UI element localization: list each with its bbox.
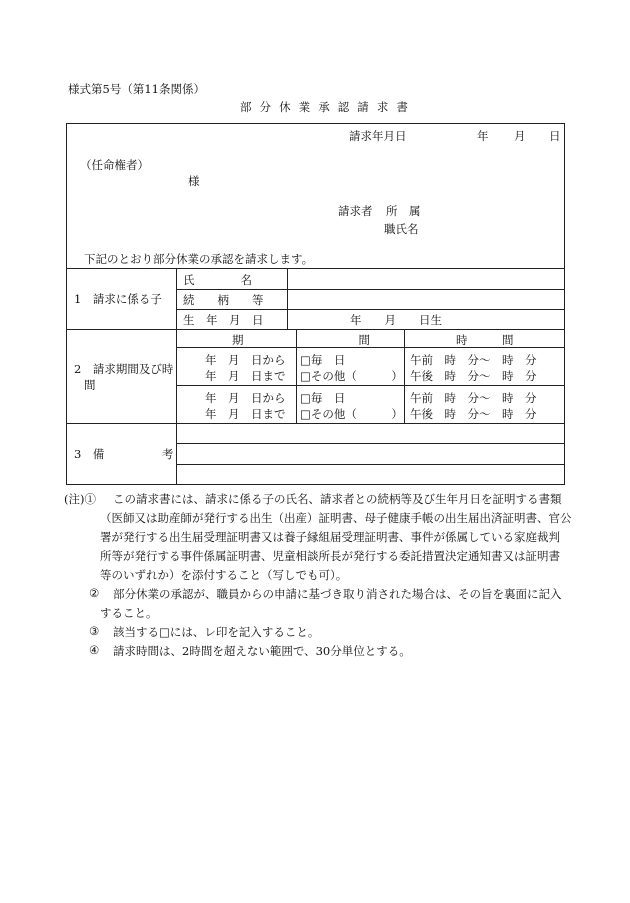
note-2-line-1: 部分休業の承認が、職員からの申請に基づき取り消された場合は、その旨を裏面に記入	[113, 587, 562, 601]
child-birth-value: 年 月 日生	[350, 313, 442, 327]
page-title: 部分休業承認請求書	[240, 100, 416, 114]
request-date-label: 請求年月日	[349, 129, 407, 143]
note-3-mark: ③	[89, 624, 100, 638]
request-date-day: 日	[549, 129, 561, 143]
note-1-line-3: 署が発行する出生届受理証明書又は養子縁組届受理証明書、事件が係属している家庭裁判	[100, 530, 560, 544]
note-1-line-4: 所等が発行する事件係属証明書、児童相談所長が発行する委託措置決定通知書又は証明書	[100, 549, 560, 563]
note-2-mark: ②	[89, 586, 100, 600]
note-2-line-2: すること。	[100, 606, 158, 620]
form-number: 様式第5号（第11条関係）	[68, 82, 205, 96]
pm-time: 午後 時 分～ 時 分	[410, 407, 537, 421]
child-relation-label: 続 柄 等	[183, 293, 264, 307]
appointer-label: （任命権者）	[80, 158, 149, 172]
section1-label: 1 請求に係る子	[74, 292, 162, 306]
note-1-line-2: （医師又は助産師が発行する出生（出産）証明書、母子健康手帳の出生届出済証明書、官公	[100, 511, 572, 525]
child-name-label: 氏 名	[183, 273, 252, 287]
note-3-line-1: 該当する□には、レ印を記入すること。	[113, 625, 320, 639]
section3-label: 3 備 考	[74, 447, 174, 461]
note-1-line-1: この請求書には、請求に係る子の氏名、請求者との続柄等及び生年月日を証明する書類	[113, 492, 562, 506]
other-checkbox[interactable]: □その他（ ）	[300, 369, 403, 383]
section2-label: 2 請求期間及び時	[74, 362, 174, 376]
requester-label: 請求者	[338, 204, 373, 218]
time-header: 時 間	[456, 333, 514, 347]
section2-label-cont: 間	[84, 378, 96, 392]
note-4-mark: ④	[89, 643, 100, 657]
period-to: 年 月 日まで	[205, 407, 286, 421]
period-to: 年 月 日まで	[205, 369, 286, 383]
position-name-label: 職氏名	[384, 222, 419, 236]
every-day-checkbox[interactable]: □毎 日	[300, 391, 346, 405]
request-date-year: 年	[477, 129, 489, 143]
period-header: 期 間	[232, 333, 370, 347]
request-statement: 下記のとおり部分休業の承認を請求します。	[84, 252, 314, 266]
sama-label: 様	[188, 174, 200, 188]
pm-time: 午後 時 分～ 時 分	[410, 369, 537, 383]
note-4-line-1: 請求時間は、2時間を超えない範囲で、30分単位とする。	[113, 644, 411, 658]
other-checkbox[interactable]: □その他（ ）	[300, 407, 403, 421]
request-date-month: 月	[514, 129, 526, 143]
am-time: 午前 時 分～ 時 分	[410, 353, 537, 367]
child-birth-label: 生 年 月 日	[183, 313, 264, 327]
am-time: 午前 時 分～ 時 分	[410, 391, 537, 405]
note-prefix: (注)①	[64, 492, 96, 506]
affiliation-label: 所 属	[386, 204, 421, 218]
period-from: 年 月 日から	[205, 353, 286, 367]
note-1-line-5: 等のいずれか）を添付すること（写しでも可）。	[100, 568, 348, 582]
every-day-checkbox[interactable]: □毎 日	[300, 353, 346, 367]
period-from: 年 月 日から	[205, 391, 286, 405]
